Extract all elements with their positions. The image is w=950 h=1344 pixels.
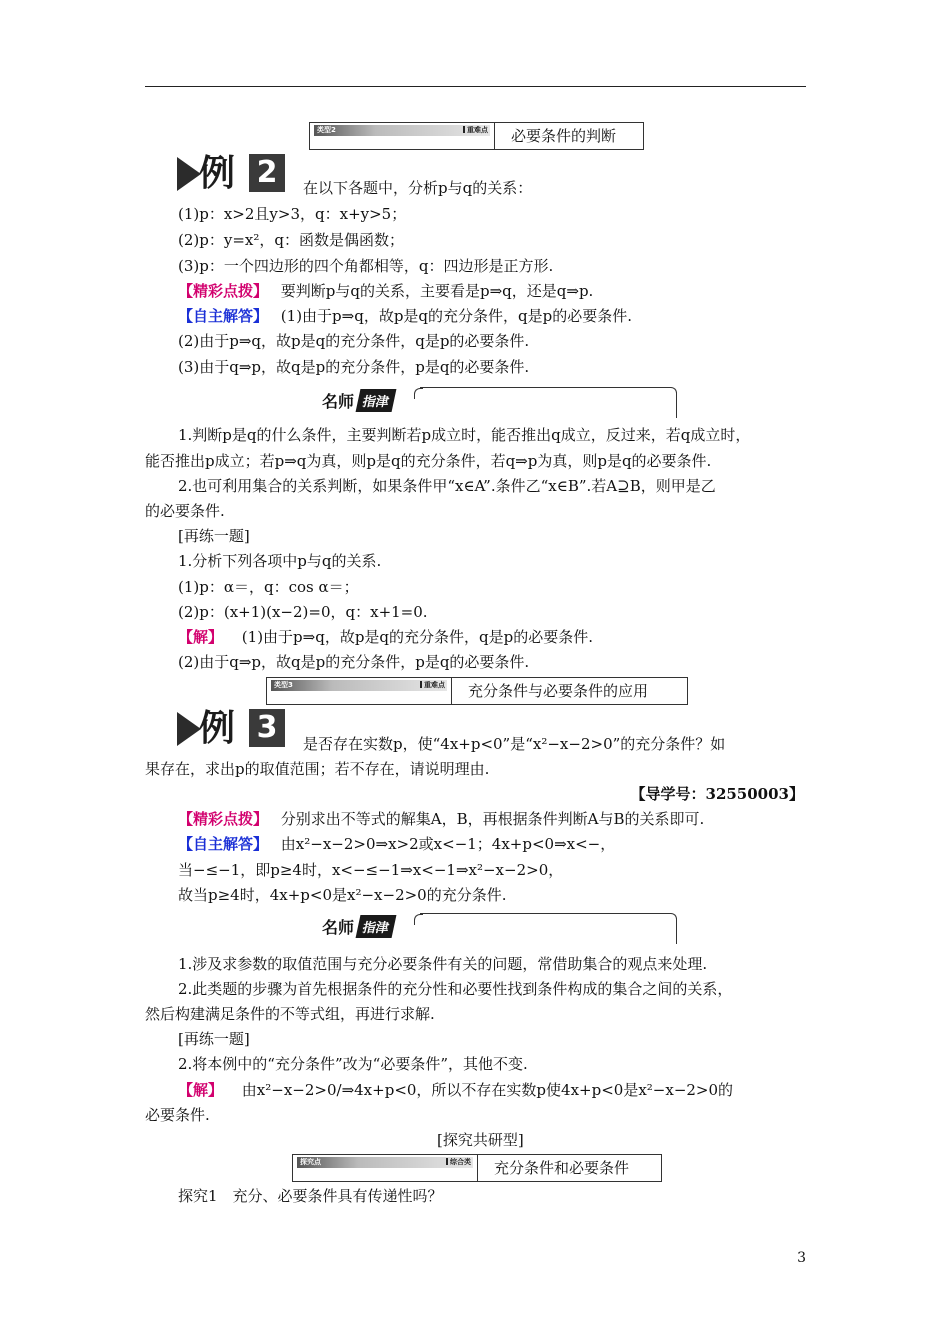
type2-bar (310, 123, 495, 149)
teacher-guide-header-2 (322, 913, 678, 941)
teacher-guide-header-1 (322, 387, 678, 415)
guide1-para1-a: 1.判断p是q的什么条件，主要判断若p成立时，能否推出q成立，反过来，若q成立时， (178, 426, 751, 444)
triangle-icon (177, 157, 201, 191)
ex2-answer-line-2: (2)由于p⇒q，故p是q的充分条件，q是p的必要条件. (178, 332, 530, 350)
answer-first: 由x²−x−2>0⇒x>2或x<−1；4x+p<0⇒x<−， (280, 835, 616, 853)
type3-title: 充分条件与必要条件的应用 (468, 682, 649, 700)
explore-tag: 探究点 (300, 1158, 321, 1166)
type3-difficulty: 重难点 (420, 679, 445, 692)
ex2-item-3: (3)p：一个四边形的四个角都相等，q：四边形是正方形. (178, 257, 554, 275)
hint-tag: 【精彩点拨】 (178, 810, 269, 828)
type2-title: 必要条件的判断 (511, 127, 617, 145)
practice1-answer-2: (2)由于q⇒p，故q是p的充分条件，p是q的必要条件. (178, 653, 530, 671)
practice1-heading: [再练一题] (178, 527, 250, 545)
example2-stem: 在以下各题中，分析p与q的关系： (303, 179, 533, 197)
ex2-answer (178, 306, 632, 326)
guide-mingshi: 名师 (322, 917, 355, 937)
guide-zhizhen: 指津 (356, 389, 397, 412)
practice2-answer (178, 1080, 733, 1100)
solution-tag: 【解】 (178, 1081, 224, 1099)
guide2-para2-b: 然后构建满足条件的不等式组，再进行求解. (145, 1005, 435, 1023)
ex3-answer-line-3: 故当p≥4时，4x+p<0是x²−x−2>0的充分条件. (178, 886, 507, 904)
explore-banner (292, 1154, 662, 1182)
guide-zhizhen: 指津 (356, 915, 397, 938)
example3-number: 3 (249, 709, 285, 747)
practice1-question: 1.分析下列各项中p与q的关系. (178, 552, 382, 570)
type2-tag: 类型2 (317, 126, 336, 134)
type3-banner (266, 677, 688, 705)
practice1-q1: (1)p：α＝，q：cos α＝； (178, 578, 359, 596)
explore-bar (293, 1155, 478, 1181)
example3-stem-a: 是否存在实数p，使“4x+p<0”是“x²−x−2>0”的充分条件？如 (303, 735, 726, 753)
guide1-para2-a: 2.也可利用集合的关系判断，如果条件甲“x∈A”.条件乙“x∈B”.若A⊇B，则甲是乙 (178, 477, 716, 495)
answer-tag: 【自主解答】 (178, 307, 269, 325)
hint-text: 要判断p与q的关系，主要看是p⇒q，还是q⇒p. (280, 282, 594, 300)
ex2-item-1: (1)p：x>2且y>3，q：x+y>5； (178, 205, 407, 223)
header-rule (145, 86, 806, 87)
guide2-para2-a: 2.此类题的步骤为首先根据条件的充分性和必要性找到条件构成的集合之间的关系， (178, 980, 733, 998)
guide2-para1: 1.涉及求参数的取值范围与充分必要条件有关的问题，常借助集合的观点来处理. (178, 955, 708, 973)
hint-tag: 【精彩点拨】 (178, 282, 269, 300)
ex3-answer-line-2: 当−≤−1，即p≥4时，x<−≤−1⇒x<−1⇒x²−x−2>0， (178, 861, 564, 879)
practice1-answer-1: (1)由于p⇒q，故p是q的充分条件，q是p的必要条件. (241, 628, 593, 646)
practice1-q2: (2)p：(x+1)(x−2)=0，q：x+1=0. (178, 603, 428, 621)
guide1-para2-b: 的必要条件. (145, 502, 225, 520)
practice2-heading: [再练一题] (178, 1030, 250, 1048)
guide1-para1-b: 能否推出p成立；若p⇒q为真，则p是q的充分条件，若q⇒p为真，则p是q的必要条件. (145, 452, 712, 470)
example2-badge: 例 2 (177, 152, 285, 194)
practice1-answer (178, 627, 593, 647)
answer-tag: 【自主解答】 (178, 835, 269, 853)
type2-banner (309, 122, 644, 150)
type2-difficulty: 重难点 (463, 124, 488, 137)
ex3-hint (178, 809, 704, 829)
practice2-answer-a: 由x²−x−2>0/⇒4x+p<0，所以不存在实数p使4x+p<0是x²−x−2>0的 (241, 1081, 734, 1099)
ex2-hint (178, 281, 593, 301)
example2-number: 2 (249, 154, 285, 192)
practice2-answer-b: 必要条件. (145, 1106, 210, 1124)
example3-guide-number: 【导学号：32550003】 (630, 785, 804, 803)
practice2-question: 2.将本例中的“充分条件”改为“必要条件”，其他不变. (178, 1055, 528, 1073)
type3-tag: 类型3 (274, 681, 293, 689)
page-number: 3 (797, 1250, 806, 1266)
explore1-question: 探究1 充分、必要条件具有传递性吗？ (178, 1187, 443, 1205)
type3-bar (267, 678, 452, 704)
ex3-answer (178, 834, 615, 854)
ex2-answer-line-3: (3)由于q⇒p，故q是p的充分条件，p是q的必要条件. (178, 358, 530, 376)
guide-mingshi: 名师 (322, 391, 355, 411)
example3-stem-b: 果存在，求出p的取值范围；若不存在，请说明理由. (145, 760, 490, 778)
triangle-icon (177, 712, 201, 746)
ex2-item-2: (2)p：y=x²，q：函数是偶函数； (178, 231, 404, 249)
answer-first: (1)由于p⇒q，故p是q的充分条件，q是p的必要条件. (280, 307, 632, 325)
section-title: [探究共研型] (437, 1131, 524, 1149)
hint-text: 分别求出不等式的解集A，B，再根据条件判断A与B的关系即可. (280, 810, 705, 828)
explore-difficulty: 综合类 (446, 1156, 471, 1169)
solution-tag: 【解】 (178, 628, 224, 646)
explore-title: 充分条件和必要条件 (494, 1159, 630, 1177)
example3-badge: 例 3 (177, 707, 285, 749)
